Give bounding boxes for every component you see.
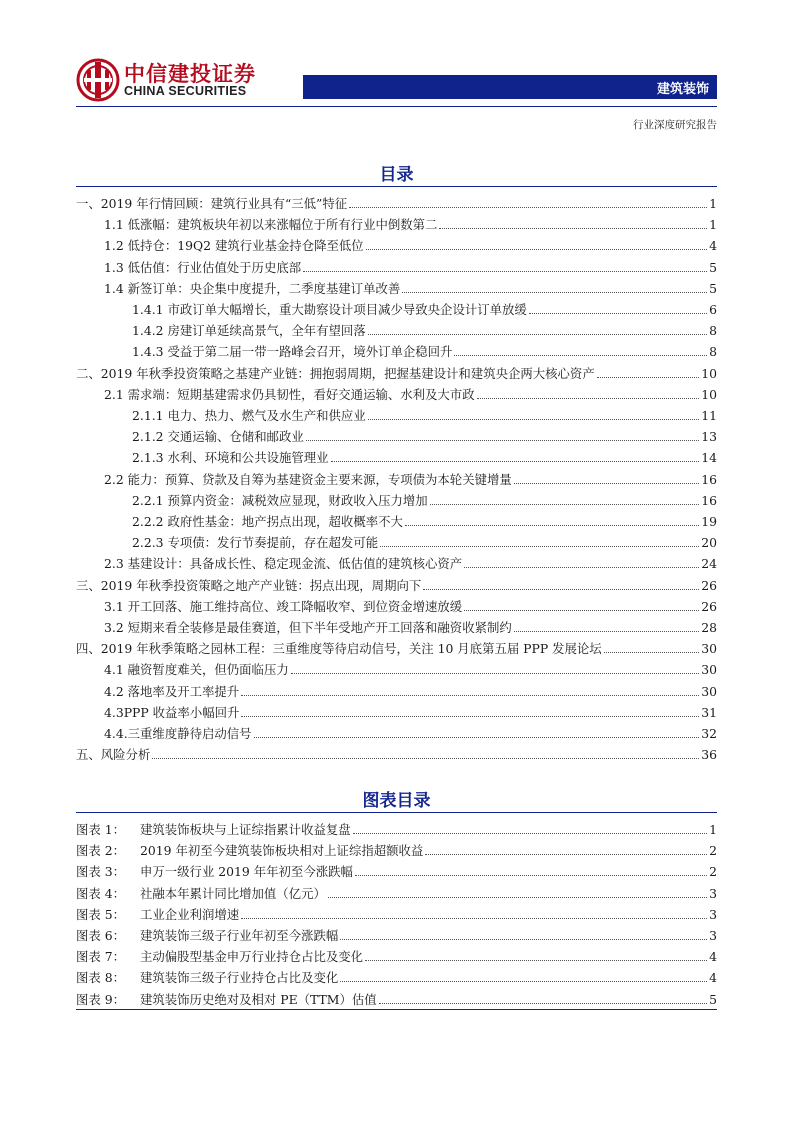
footer-divider [76, 1009, 717, 1010]
toc-entry-text: 一、2019 年行情回顾：建筑行业具有“三低”特征 [76, 196, 348, 211]
toc-entry-page: 10 [701, 365, 717, 381]
toc-entry-text: 四、2019 年秋季策略之园林工程：三重维度等待启动信号，关注 10 月底第五届 PPP 发展论坛 [76, 641, 602, 657]
figure-entry[interactable] [76, 943, 717, 964]
figure-entry-number: 图表 1： [76, 822, 125, 837]
figure-entry-number: 图表 4： [76, 885, 125, 901]
sector-label: 建筑装饰 [656, 82, 709, 97]
toc-entry-page: 32 [701, 726, 717, 741]
toc-entry[interactable] [76, 529, 717, 550]
toc-leader-dots [303, 270, 707, 272]
toc-entry[interactable] [76, 402, 717, 423]
toc-entry-page: 1 [709, 196, 717, 211]
figure-entry-text: 2019 年初至今建筑装饰板块相对上证综指超额收益 [140, 843, 424, 859]
toc-leader-dots [405, 524, 699, 526]
figure-leader-dots [353, 832, 707, 834]
toc-entry-text: 2.2.1 预算内资金：减税效应显现，财政收入压力增加 [132, 492, 428, 508]
figure-entry-page: 3 [709, 906, 717, 922]
toc-entry-text: 1.4.1 市政订单大幅增长，重大勘察设计项目减少导致央企设计订单放缓 [132, 302, 527, 317]
toc-entry-page: 14 [701, 450, 717, 466]
figure-title-rule [76, 812, 717, 813]
toc-entry-page: 10 [701, 386, 717, 402]
toc-leader-dots [514, 482, 699, 484]
toc-entry-page: 8 [709, 344, 717, 360]
toc-entry-text: 4.2 落地率及开工率提升 [104, 683, 240, 699]
toc-entry[interactable] [76, 572, 717, 593]
toc-entry-text: 2.1.3 水利、环境和公共设施管理业 [132, 450, 329, 466]
toc-leader-dots [402, 291, 707, 293]
toc-entry-text: 4.3PPP 收益率小幅回升 [104, 704, 240, 720]
toc-leader-dots [241, 694, 699, 696]
toc-entry[interactable] [76, 211, 717, 232]
figure-entry-number: 图表 5： [76, 906, 125, 922]
toc-leader-dots [331, 460, 700, 462]
toc-entry[interactable] [76, 699, 717, 720]
figure-entry-number: 图表 7： [76, 949, 125, 965]
toc-entry[interactable] [76, 254, 717, 275]
report-type: 行业深度研究报告 [633, 119, 717, 131]
toc-title-rule [76, 186, 717, 187]
figure-entry-number: 图表 6： [76, 928, 125, 943]
toc-entry-page: 6 [709, 302, 717, 317]
figure-entry[interactable] [76, 901, 717, 922]
figure-entry-text: 工业企业利润增速 [140, 906, 240, 922]
toc-entry-page: 26 [701, 598, 717, 614]
toc-leader-dots [477, 397, 700, 399]
toc-leader-dots [529, 312, 707, 314]
figure-leader-dots [340, 980, 707, 982]
toc-entry-text: 1.4.2 房建订单延续高景气，全年有望回落 [132, 323, 366, 339]
toc-entry-text: 2.1 需求端：短期基建需求仍具韧性，看好交通运输、水利及大市政 [104, 386, 475, 402]
toc-title: 目录 [379, 165, 414, 185]
figure-entry[interactable] [76, 964, 717, 985]
toc-leader-dots [597, 376, 700, 378]
toc-entry-page: 5 [709, 280, 717, 296]
figure-leader-dots [328, 896, 707, 898]
page-header [0, 0, 793, 115]
toc-entry[interactable] [76, 423, 717, 444]
toc-leader-dots [306, 439, 699, 441]
toc-entry-text: 1.3 低估值：行业估值处于历史底部 [104, 259, 302, 275]
toc-entry[interactable] [76, 678, 717, 699]
figure-entry-page: 3 [709, 928, 717, 943]
toc-entry-page: 4 [709, 238, 717, 254]
toc-entry-page: 30 [701, 662, 717, 678]
brand-name-en: CHINA SECURITIES [124, 84, 247, 98]
figure-list-title: 图表目录 [362, 791, 431, 811]
toc-entry-text: 2.1.2 交通运输、仓储和邮政业 [132, 429, 304, 445]
toc-entry-page: 13 [701, 429, 717, 445]
figure-leader-dots [340, 938, 707, 940]
brand-name-cn: 中信建投证券 [124, 62, 256, 86]
toc-entry[interactable] [76, 656, 717, 677]
toc-entry-page: 28 [701, 620, 717, 635]
toc-entry[interactable] [76, 360, 717, 381]
toc-entry-page: 19 [701, 514, 717, 529]
china-securities-logo-icon [76, 58, 120, 102]
figure-entry-number: 图表 8： [76, 970, 125, 986]
figure-entry-page: 4 [709, 949, 717, 965]
toc-leader-dots [514, 630, 699, 632]
toc-entry-page: 26 [701, 577, 717, 593]
toc-entry-page: 1 [709, 217, 717, 233]
toc-entry-text: 3.1 开工回落、施工维持高位、竣工降幅收窄、到位资金增速放缓 [104, 598, 463, 614]
toc-entry[interactable] [76, 508, 717, 529]
figure-entry-number: 图表 2： [76, 843, 125, 859]
figure-entry-page: 3 [709, 885, 717, 901]
toc-entry[interactable] [76, 275, 717, 296]
figure-leader-dots [379, 1002, 707, 1004]
figure-entry-number: 图表 3： [76, 864, 125, 880]
figure-entry[interactable] [76, 922, 717, 943]
toc-entry[interactable] [76, 232, 717, 253]
figure-entry-page: 1 [709, 822, 717, 837]
toc-leader-dots [423, 588, 699, 590]
toc-entry-page: 16 [701, 471, 717, 487]
toc-leader-dots [430, 503, 700, 505]
figure-entry-text: 主动偏股型基金申万行业持仓占比及变化 [140, 949, 364, 965]
toc-leader-dots [464, 609, 699, 611]
toc-entry-text: 1.4 新签订单：央企集中度提升，二季度基建订单改善 [104, 280, 401, 296]
figure-entry-page: 2 [709, 864, 717, 880]
toc-entry[interactable] [76, 741, 717, 762]
toc-entry[interactable] [76, 466, 717, 487]
toc-entry[interactable] [76, 487, 717, 508]
toc-entry-text: 三、2019 年秋季投资策略之地产产业链：拐点出现，周期向下 [76, 577, 422, 593]
toc-entry-page: 30 [701, 641, 717, 657]
toc-leader-dots [439, 227, 707, 229]
toc-leader-dots [454, 354, 707, 356]
toc-leader-dots [464, 566, 699, 568]
toc-entry-page: 5 [709, 259, 717, 275]
toc-entry-text: 4.1 融资暂度难关，但仍面临压力 [104, 662, 289, 678]
toc-entry-text: 2.2.3 专项债：发行节奏提前，存在超发可能 [132, 535, 379, 551]
toc-entry-text: 1.1 低涨幅：建筑板块年初以来涨幅位于所有行业中倒数第二 [104, 217, 438, 233]
toc-leader-dots [366, 248, 707, 250]
toc-entry-page: 30 [701, 683, 717, 699]
header-divider [76, 106, 717, 107]
toc-entry-page: 24 [701, 556, 717, 572]
toc-entry-page: 11 [701, 408, 717, 423]
figure-leader-dots [425, 853, 707, 855]
header-bar [303, 75, 717, 99]
figure-entry-text: 社融本年累计同比增加值（亿元） [140, 885, 326, 901]
toc-entry[interactable] [76, 593, 717, 614]
toc-leader-dots [604, 651, 700, 653]
toc-entry-text: 1.4.3 受益于第二届一带一路峰会召开，境外订单企稳回升 [132, 344, 453, 360]
toc-entry[interactable] [76, 614, 717, 635]
toc-entry-text: 2.2.2 政府性基金：地产拐点出现，超收概率不大 [132, 514, 403, 529]
figure-entry[interactable] [76, 986, 717, 1007]
toc-entry[interactable] [76, 381, 717, 402]
toc-leader-dots [368, 418, 700, 420]
toc-entry-page: 31 [701, 704, 717, 720]
figure-entry-page: 2 [709, 843, 717, 859]
toc-entry-text: 2.2 能力：预算、贷款及自筹为基建资金主要来源，专项债为本轮关键增量 [104, 471, 512, 487]
toc-entry-page: 20 [701, 535, 717, 551]
toc-leader-dots [152, 757, 699, 759]
figure-entry-text: 建筑装饰三级子行业年初至今涨跌幅 [140, 928, 339, 943]
toc-entry-page: 16 [701, 492, 717, 508]
toc-leader-dots [241, 715, 699, 717]
toc-entry[interactable] [76, 338, 717, 359]
figure-entry-page: 5 [709, 991, 717, 1007]
toc-entry[interactable] [76, 550, 717, 571]
toc-leader-dots [368, 333, 707, 335]
toc-entry[interactable] [76, 190, 717, 211]
toc-entry[interactable] [76, 317, 717, 338]
toc-entry-page: 36 [701, 747, 717, 763]
toc-entry-page: 8 [709, 323, 717, 339]
toc-leader-dots [254, 736, 700, 738]
figure-leader-dots [355, 874, 707, 876]
toc-entry-text: 2.3 基建设计：具备成长性、稳定现金流、低估值的建筑核心资产 [104, 556, 463, 572]
toc-entry-text: 2.1.1 电力、热力、燃气及水生产和供应业 [132, 408, 366, 423]
figure-entry-page: 4 [709, 970, 717, 986]
figure-entry-number: 图表 9： [76, 991, 125, 1007]
toc-entry-text: 4.4.三重维度静待启动信号 [104, 726, 252, 741]
toc-entry[interactable] [76, 296, 717, 317]
toc-entry-text: 二、2019 年秋季投资策略之基建产业链：拥抱弱周期，把握基建设计和建筑央企两大核心资产 [76, 365, 595, 381]
toc-entry-text: 五、风险分析 [76, 747, 151, 763]
figure-entry-text: 建筑装饰历史绝对及相对 PE（TTM）估值 [140, 991, 377, 1007]
figure-entry[interactable] [76, 837, 717, 858]
figure-entry[interactable] [76, 880, 717, 901]
figure-entry-text: 建筑装饰板块与上证综指累计收益复盘 [140, 822, 351, 837]
toc-leader-dots [349, 206, 707, 208]
toc-entry-text: 3.2 短期来看全装修是最佳赛道，但下半年受地产开工回落和融资收紧制约 [104, 620, 512, 635]
toc-entry[interactable] [76, 720, 717, 741]
figure-entry-text: 申万一级行业 2019 年年初至今涨跌幅 [140, 864, 353, 880]
figure-entry[interactable] [76, 858, 717, 879]
toc-leader-dots [291, 672, 699, 674]
figure-entry[interactable] [76, 816, 717, 837]
toc-entry-text: 1.2 低持仓：19Q2 建筑行业基金持仓降至低位 [104, 238, 364, 254]
toc-entry[interactable] [76, 444, 717, 465]
figure-leader-dots [241, 917, 707, 919]
toc-entry[interactable] [76, 635, 717, 656]
toc-leader-dots [380, 545, 699, 547]
figure-leader-dots [365, 959, 707, 961]
figure-entry-text: 建筑装饰三级子行业持仓占比及变化 [140, 970, 339, 986]
